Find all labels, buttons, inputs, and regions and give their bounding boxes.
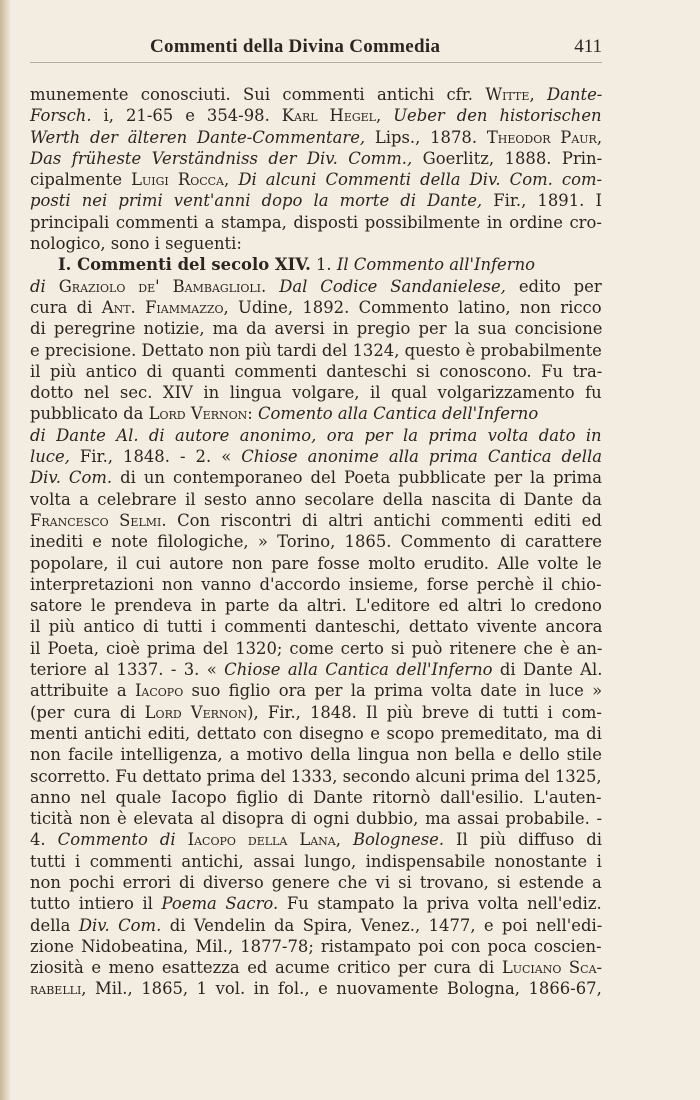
text-line: [30, 361, 602, 382]
text-run: munemente conosciuti. Sui commenti antichi cfr.: [30, 85, 486, 104]
work-title: Div. Com.: [30, 468, 113, 488]
text-line: [30, 489, 602, 510]
work-title: Chiose anonime alla prima Cantica della: [241, 447, 602, 467]
text-line: [30, 297, 602, 318]
text-run: dotto nel sec. XIV in lingua volgare, il qual volgarizzamento fu: [30, 383, 602, 403]
text-line: [30, 978, 602, 999]
text-run: il più antico di quanti commenti danteschi si conoscono. Fu tra-: [30, 361, 603, 381]
text-run: Il più diffuso di: [444, 830, 603, 850]
work-title: Das früheste Verständniss der Div. Comm.,: [30, 148, 413, 168]
text-line: [30, 893, 602, 914]
text-run: attribuite a: [30, 681, 135, 701]
work-title: luce,: [30, 447, 70, 467]
text-line: [30, 340, 602, 361]
author-name: Luciano Sca-: [501, 958, 603, 978]
work-title: Dante-: [547, 85, 603, 104]
author-name: Witte: [485, 85, 530, 104]
text-run: ,: [224, 170, 239, 190]
text-line: [30, 574, 602, 595]
text-run: satore le prendeva in parte da altri. L'editore ed altri lo credono: [30, 596, 602, 616]
text-run: il più antico di tutti i commenti danteschi, dettato vivente ancora: [30, 617, 603, 637]
text-run: nologico, sono i seguenti:: [30, 234, 242, 254]
work-title: Poema Sacro.: [161, 894, 279, 914]
text-line: [30, 957, 602, 978]
text-line: [30, 723, 602, 744]
work-title: Comento alla Cantica dell'Inferno: [257, 404, 539, 424]
text-line: [30, 510, 602, 531]
text-run: ), Fir., 1848. Il più breve di tutti i com-: [247, 702, 602, 722]
text-line: [30, 531, 602, 552]
text-line: [30, 553, 602, 574]
work-title: Forsch.: [30, 106, 92, 126]
work-title: Div. Com.: [78, 915, 162, 935]
page-binding-edge: [0, 0, 10, 1100]
text-line: [30, 659, 602, 680]
text-line: [30, 680, 602, 701]
text-run: non facile intelligenza, a motivo della lingua non bella e dello stile: [30, 745, 602, 765]
work-title: di Dante Al. di autore anonimo, ora per la prima volta dato in: [30, 425, 602, 445]
text-run: non pochi errori di diverso genere che vi si trovano, si estende a: [30, 872, 602, 892]
text-run: tutti i commenti antichi, assai lungo, indispensabile nonostante i: [30, 851, 602, 871]
author-name: Iacopo della Lana: [187, 830, 336, 850]
text-line: [30, 616, 602, 637]
text-line: [30, 148, 602, 169]
text-run: di Dante Al.: [492, 660, 603, 680]
work-title: Ueber den historischen: [393, 106, 602, 126]
text-run: i, 21-65 e 354-98.: [91, 106, 282, 126]
text-run: zione Nidobeatina, Mil., 1877-78; ristampato poi con poca coscien-: [30, 936, 602, 956]
body-text: [30, 84, 602, 1000]
text-run: Goerlitz, 1888. Prin-: [412, 148, 603, 168]
author-name: rabelli: [30, 979, 82, 999]
text-line: [30, 446, 602, 467]
text-run: principali commenti a stampa, disposti possibilmente in ordine cro-: [30, 212, 602, 232]
text-line: [30, 403, 602, 424]
text-line: [30, 936, 602, 957]
text-line: [30, 829, 602, 850]
text-run: (per cura di: [30, 702, 145, 722]
section-heading: I. Commenti del secolo XIV.: [58, 255, 311, 275]
work-title: Dal Codice Sandanielese,: [279, 276, 506, 296]
text-run: edito per: [505, 276, 602, 296]
author-name: Theodor Paur: [486, 127, 597, 147]
text-run: , Udine, 1892. Commento latino, non ricco: [223, 297, 602, 317]
work-title: Il Commento all'Inferno: [336, 255, 536, 275]
page-number: 411: [574, 36, 602, 57]
text-run: di un contemporaneo del Poeta pubblicate per la prima: [112, 468, 602, 488]
text-run: 1.: [310, 255, 337, 275]
author-name: Ant. Fiammazzo: [101, 297, 224, 317]
text-run: .: [261, 276, 280, 296]
text-run: [46, 277, 59, 296]
text-run: suo figlio ora per la prima volta date in luce »: [183, 681, 603, 701]
work-title: Chiose alla Cantica dell'Inferno: [224, 660, 493, 680]
text-run: teriore al 1337. - 3. «: [30, 660, 225, 680]
text-run: ticità non è elevata al disopra di ogni dubbio, ma assai probabile. -: [30, 809, 603, 829]
page-header: [30, 36, 602, 63]
text-run: scorretto. Fu dettato prima del 1333, secondo alcuni prima del 1325,: [30, 766, 602, 786]
text-run: , Mil., 1865, 1 vol. in fol., e nuovamente Bologna, 1866-67,: [81, 979, 602, 999]
author-name: Karl Hegel: [281, 106, 376, 126]
text-line: [30, 425, 602, 446]
author-name: Lord Vernon: [148, 404, 248, 424]
text-run: :: [247, 404, 258, 424]
text-line: [30, 915, 602, 936]
text-line: [30, 254, 602, 275]
text-run: di Vendelin da Spira, Venez., 1477, e poi nell'edi-: [161, 915, 603, 935]
text-run: inediti e note filologiche, » Torino, 1865. Commento di carattere: [30, 532, 602, 552]
text-line: [30, 766, 602, 787]
text-line: [30, 872, 602, 893]
text-line: [30, 851, 602, 872]
text-line: [30, 127, 602, 148]
text-run: . Con riscontri di altri antichi commenti editi ed: [161, 510, 602, 530]
text-line: [30, 787, 602, 808]
text-run: tutto intiero il: [30, 894, 162, 914]
text-run: volta a celebrare il sesto anno secolare della nascita di Dante da: [30, 489, 602, 509]
work-title: Bolognese.: [352, 830, 445, 850]
text-line: [30, 190, 602, 211]
text-run: ,: [596, 127, 603, 147]
text-run: cura di: [30, 297, 102, 317]
text-run: ,: [376, 106, 394, 126]
text-run: popolare, il cui autore non pare fosse molto erudito. Alle volte le: [30, 553, 602, 573]
text-run: [176, 830, 188, 849]
work-title: Di alcuni Commenti della Div. Com. com-: [238, 170, 603, 190]
text-run: Fu stampato la priva volta nell'ediz.: [278, 894, 602, 914]
running-title: Commenti della Divina Commedia: [150, 36, 441, 57]
text-line: [30, 233, 602, 254]
text-run: della: [30, 915, 79, 935]
text-run: cipalmente: [30, 170, 132, 190]
author-name: Francesco Selmi: [30, 510, 162, 530]
text-run: Fir., 1848. - 2. «: [69, 447, 242, 467]
work-title: Commento di: [57, 830, 176, 850]
text-run: e precisione. Dettato non più tardi del 1324, questo è probabilmente: [30, 340, 602, 360]
text-run: ,: [335, 830, 353, 850]
text-run: menti antichi editi, dettato con disegno e scopo premeditato, ma di: [30, 723, 602, 743]
text-run: interpretazioni non vanno d'accordo insieme, forse perchè il chio-: [30, 574, 602, 594]
text-run: di peregrine notizie, ma da aversi in pregio per la sua concisione: [30, 319, 603, 339]
text-line: [30, 318, 602, 339]
text-run: anno nel quale Iacopo figlio di Dante ritornò dall'esilio. L'auten-: [30, 787, 602, 807]
text-run: pubblicato da: [30, 404, 149, 424]
text-line: [30, 638, 602, 659]
text-run: 4.: [30, 830, 58, 850]
text-line: [30, 467, 602, 488]
work-title: Werth der älteren Dante-Commentare,: [30, 127, 366, 147]
text-run: Lips., 1878.: [365, 127, 487, 147]
author-name: Luigi Rocca: [131, 170, 224, 190]
text-line: [30, 169, 602, 190]
text-line: [30, 595, 602, 616]
text-line: [30, 744, 602, 765]
text-run: ziosità e meno esattezza ed acume critico per cura di: [30, 958, 502, 978]
author-name: Graziolo de' Bambaglioli: [58, 276, 262, 296]
text-run: ,: [529, 85, 548, 104]
text-line: [30, 212, 602, 233]
text-run: Fir., 1891. I: [482, 191, 602, 211]
text-line: [30, 808, 602, 829]
work-title: di: [30, 276, 46, 296]
text-line: [30, 382, 602, 403]
work-title: posti nei primi vent'anni dopo la morte di Dante,: [30, 191, 483, 211]
author-name: Iacopo: [134, 681, 184, 701]
text-line: [30, 276, 602, 297]
text-run: il Poeta, cioè prima del 1320; come certo si può ritenere che è an-: [30, 638, 603, 658]
author-name: Lord Vernon: [144, 702, 248, 722]
text-line: [30, 105, 602, 126]
text-line: [30, 84, 602, 105]
text-line: [30, 702, 602, 723]
